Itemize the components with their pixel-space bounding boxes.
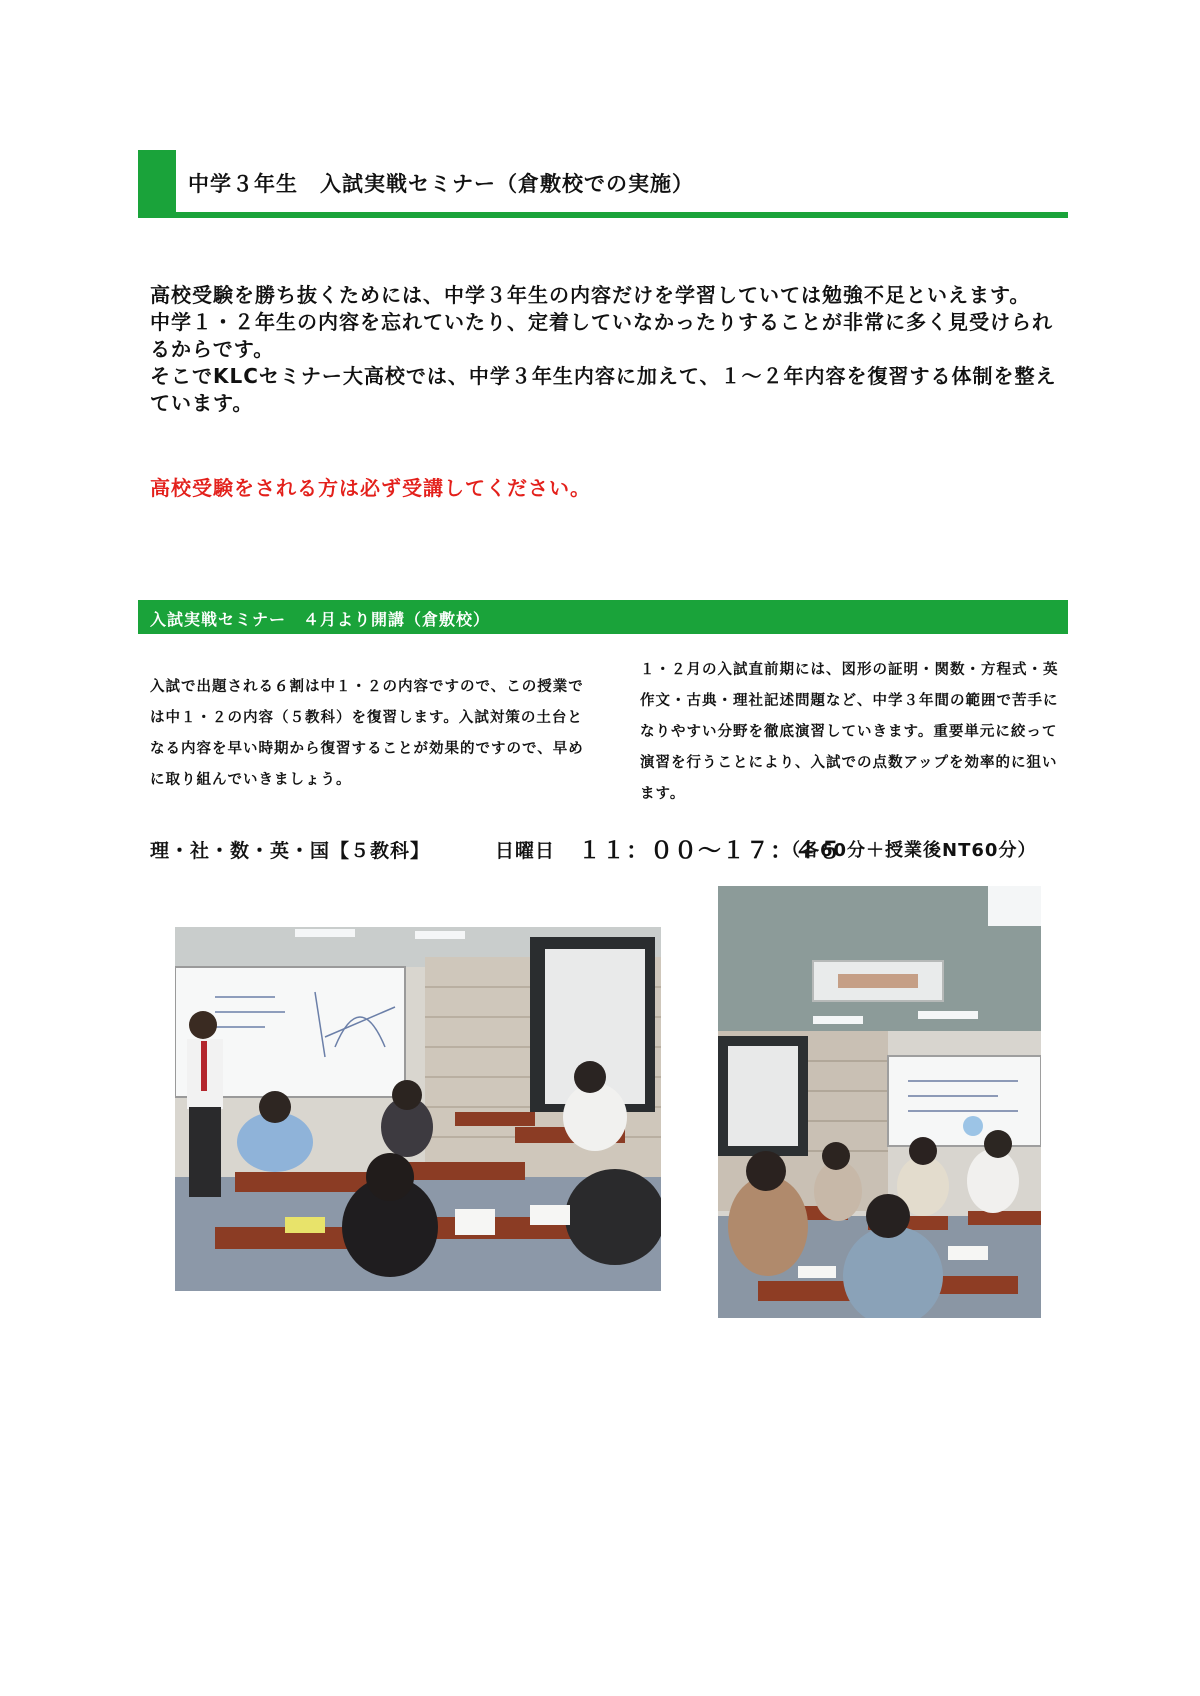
intro-paragraph: 高校受験を勝ち抜くためには、中学３年生の内容だけを学習していては勉強不足といえます。 [150, 283, 1031, 307]
intro-paragraph: そこでKLCセミナー大高校では、中学３年生内容に加えて、１～２年内容を復習する体制を整えています。 [150, 364, 1057, 415]
title-underline [138, 212, 1068, 218]
page-title-block [138, 150, 1068, 220]
title-accent-bar [138, 150, 176, 216]
section-header-bar [138, 600, 1068, 634]
schedule-subjects: 理・社・数・英・国【５教科】 [150, 840, 431, 862]
section-title: 入試実戦セミナー ４月より開講（倉敷校） [150, 610, 491, 629]
classroom-photo-teacher [175, 927, 661, 1291]
description-right-text: １・２月の入試直前期には、図形の証明・関数・方程式・英作文・古典・理社記述問題など、中学３年間の範囲で苦手になりやすい分野を徹底演習していきます。重要単元に絞って演習を行うことにより、入試での点数アップを効率的に狙います。 [640, 662, 1059, 802]
description-right [640, 655, 1070, 810]
schedule-day: 日曜日 [495, 840, 556, 862]
schedule-time: １１：００～１７：４５ [578, 838, 842, 864]
red-notice: 高校受験をされる方は必ず受講してください。 [150, 476, 591, 500]
schedule-note: （各60分＋授業後NT60分） [782, 840, 1037, 861]
description-left-text: 入試で出題される６割は中１・２の内容ですので、この授業では中１・２の内容（５教科）を復習します。入試対策の土台となる内容を早い時期から復習することが効果的ですので、早めに取り組んでいきましょう。 [150, 679, 584, 788]
intro-text [150, 282, 1060, 417]
description-left [150, 672, 590, 796]
classroom-photo-students [718, 886, 1041, 1318]
page-title: 中学３年生 入試実戦セミナー（倉敷校での実施） [188, 172, 694, 196]
intro-paragraph: 中学１・２年生の内容を忘れていたり、定着していなかったりすることが非常に多く見受けられるからです。 [150, 310, 1053, 361]
